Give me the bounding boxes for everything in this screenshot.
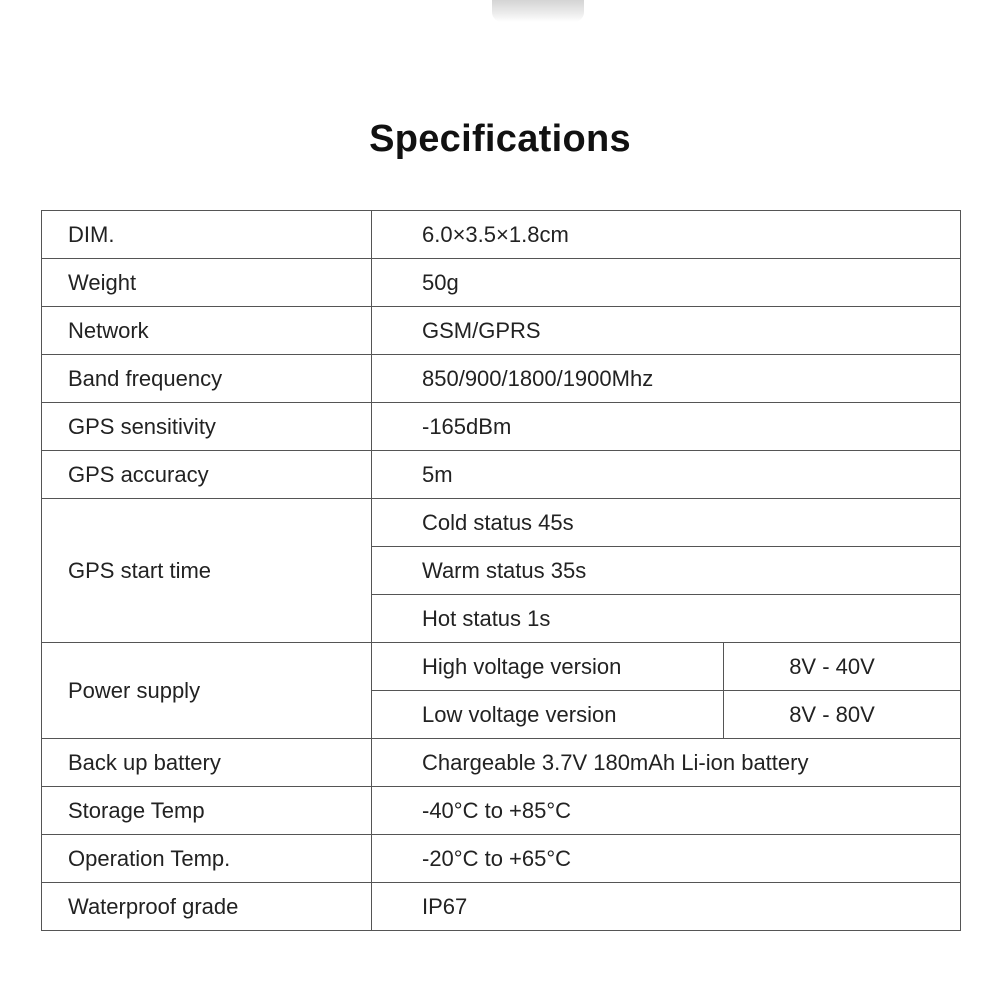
spec-value: -20°C to +65°C [372, 835, 961, 883]
table-row [42, 499, 961, 547]
spec-value: Chargeable 3.7V 180mAh Li-ion battery [372, 739, 961, 787]
spec-label: Operation Temp. [42, 835, 372, 883]
spec-label: Weight [42, 259, 372, 307]
table-row [42, 883, 961, 931]
spec-label: Band frequency [42, 355, 372, 403]
table-row [42, 739, 961, 787]
spec-value: Cold status 45s [372, 499, 961, 547]
spec-value: 6.0×3.5×1.8cm [372, 211, 961, 259]
table-row [42, 259, 961, 307]
spec-value: -40°C to +85°C [372, 787, 961, 835]
spec-value: -165dBm [372, 403, 961, 451]
spec-value: Hot status 1s [372, 595, 961, 643]
spec-value: GSM/GPRS [372, 307, 961, 355]
spec-value: Warm status 35s [372, 547, 961, 595]
spec-label: DIM. [42, 211, 372, 259]
table-row [42, 787, 961, 835]
spec-label: Network [42, 307, 372, 355]
spec-value: 850/900/1800/1900Mhz [372, 355, 961, 403]
spec-value: 8V - 80V [724, 691, 961, 739]
spec-value: IP67 [372, 883, 961, 931]
spec-label: GPS start time [42, 499, 372, 643]
page-title: Specifications [369, 118, 631, 160]
spec-label: Storage Temp [42, 787, 372, 835]
table-row [42, 835, 961, 883]
table-row [42, 211, 961, 259]
spec-label: Waterproof grade [42, 883, 372, 931]
spec-label: GPS accuracy [42, 451, 372, 499]
spec-value: 50g [372, 259, 961, 307]
top-image-fade [492, 0, 584, 22]
spec-value: 5m [372, 451, 961, 499]
table-row [42, 355, 961, 403]
table-row [42, 643, 961, 691]
table-row [42, 403, 961, 451]
spec-value: High voltage version [372, 643, 724, 691]
table-row [42, 307, 961, 355]
table-row [42, 451, 961, 499]
spec-label: GPS sensitivity [42, 403, 372, 451]
specifications-table [41, 210, 961, 931]
spec-value: Low voltage version [372, 691, 724, 739]
spec-label: Power supply [42, 643, 372, 739]
spec-label: Back up battery [42, 739, 372, 787]
spec-value: 8V - 40V [724, 643, 961, 691]
